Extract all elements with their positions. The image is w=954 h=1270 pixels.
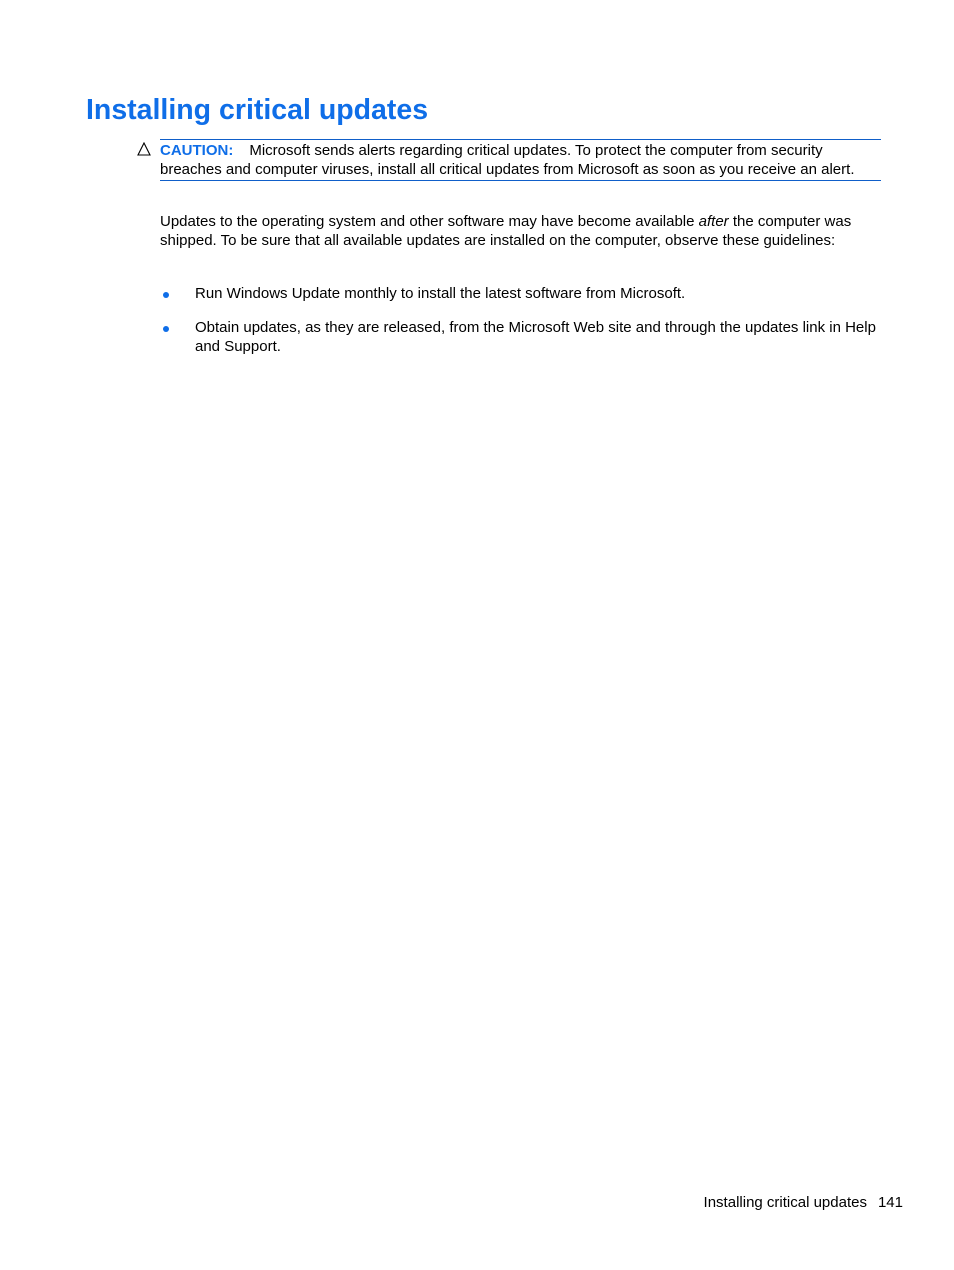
caution-text: Microsoft sends alerts regarding critical updates. To protect the computer from security breaches and computer viruses, install all critical updates from Microsoft as soon as you receive an alert. bbox=[160, 142, 855, 179]
footer-section-title: Installing critical updates bbox=[703, 1194, 867, 1211]
page-title: Installing critical updates bbox=[86, 94, 429, 126]
guidelines-list bbox=[160, 284, 884, 371]
intro-text-before: Updates to the operating system and other software may have become available bbox=[160, 213, 699, 230]
bullet-icon bbox=[163, 292, 169, 298]
intro-paragraph bbox=[160, 212, 881, 251]
page-footer bbox=[704, 1193, 903, 1212]
caution-label: CAUTION: bbox=[160, 142, 234, 159]
list-item-text: Obtain updates, as they are released, from the Microsoft Web site and through the updates link in Help and Support. bbox=[195, 318, 876, 356]
warning-triangle-icon bbox=[137, 142, 151, 156]
intro-text-after: the computer was shipped. To be sure that all available updates are installed on the computer, observe these guidelines: bbox=[160, 213, 852, 250]
intro-emphasis: after bbox=[698, 213, 729, 230]
page-number: 141 bbox=[877, 1194, 903, 1211]
list-item-text: Run Windows Update monthly to install the latest software from Microsoft. bbox=[195, 285, 686, 302]
bullet-icon bbox=[163, 326, 169, 332]
list-item bbox=[160, 284, 884, 303]
caution-note bbox=[160, 139, 881, 181]
list-item bbox=[160, 318, 884, 357]
